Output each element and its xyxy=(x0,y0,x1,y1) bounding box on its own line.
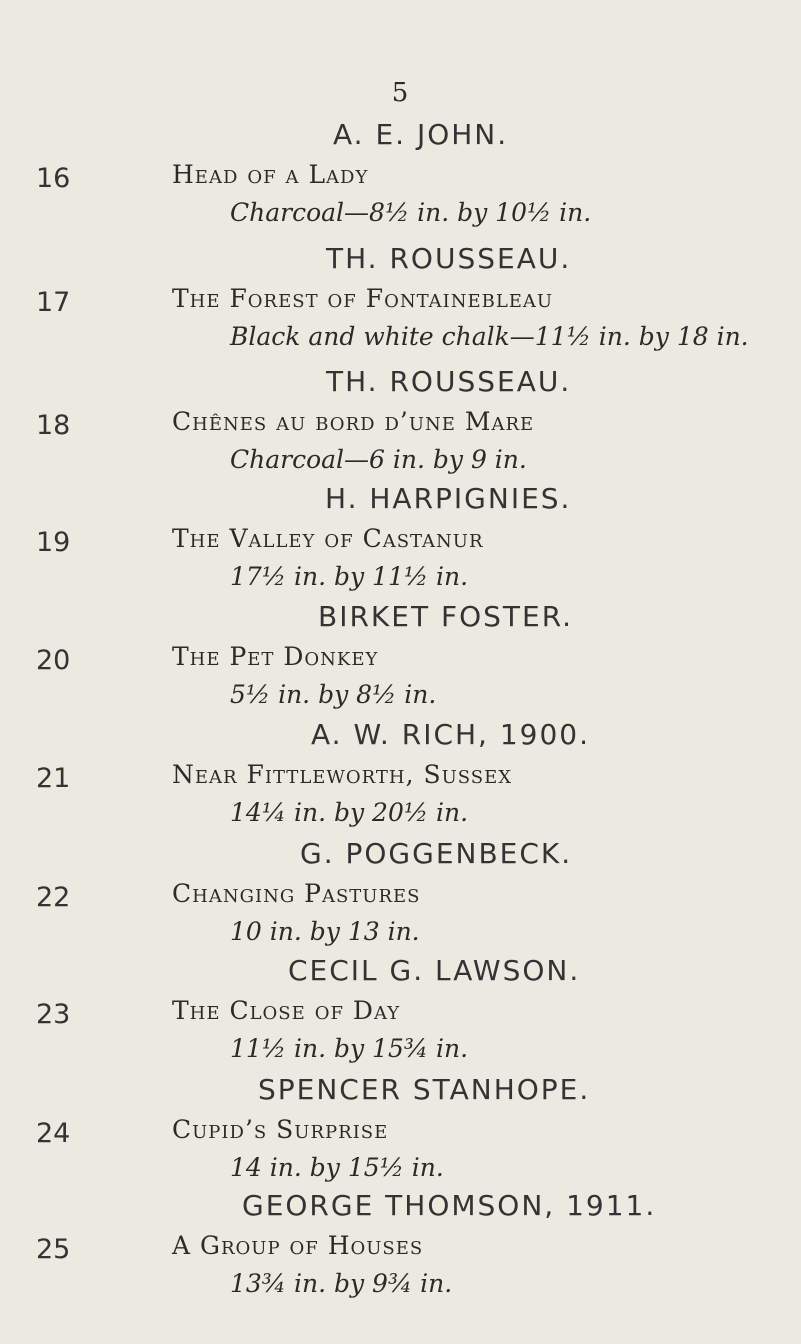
artwork-title: The Close of Day xyxy=(172,996,401,1025)
artwork-details: 11½ in. by 15¾ in. xyxy=(230,1034,469,1063)
lot-number: 22 xyxy=(36,882,71,913)
artist-name: SPENCER STANHOPE. xyxy=(258,1073,591,1106)
artist-name: CECIL G. LAWSON. xyxy=(288,954,581,987)
artwork-details: 10 in. by 13 in. xyxy=(230,917,420,946)
artwork-details: Charcoal—8½ in. by 10½ in. xyxy=(230,198,592,227)
artwork-details: Charcoal—6 in. by 9 in. xyxy=(230,445,527,474)
artwork-title: Cupid’s Surprise xyxy=(172,1115,389,1144)
artwork-title: Chênes au bord d’une Mare xyxy=(172,407,535,436)
artist-name: G. POGGENBECK. xyxy=(300,837,573,870)
artwork-title: Changing Pastures xyxy=(172,879,421,908)
lot-number: 21 xyxy=(36,763,71,794)
artwork-title: The Pet Donkey xyxy=(172,642,379,671)
artwork-title: The Forest of Fontainebleau xyxy=(172,284,554,313)
artist-name: TH. ROUSSEAU. xyxy=(326,242,572,275)
artwork-title: Near Fittleworth, Sussex xyxy=(172,760,513,789)
lot-number: 24 xyxy=(36,1118,71,1149)
page-number: 5 xyxy=(391,78,410,108)
artwork-details: Black and white chalk—11½ in. by 18 in. xyxy=(230,322,749,351)
artwork-title: A Group of Houses xyxy=(172,1231,424,1260)
artist-name: BIRKET FOSTER. xyxy=(318,600,574,633)
lot-number: 23 xyxy=(36,999,71,1030)
artist-name: TH. ROUSSEAU. xyxy=(326,365,572,398)
artwork-details: 14¼ in. by 20½ in. xyxy=(230,798,469,827)
lot-number: 20 xyxy=(36,645,71,676)
artist-name: A. W. RICH, 1900. xyxy=(311,718,591,751)
artwork-details: 17½ in. by 11½ in. xyxy=(230,562,469,591)
artist-name: H. HARPIGNIES. xyxy=(325,482,572,515)
lot-number: 17 xyxy=(36,287,71,318)
lot-number: 25 xyxy=(36,1234,71,1265)
artwork-title: Head of a Lady xyxy=(172,160,369,189)
artwork-details: 14 in. by 15½ in. xyxy=(230,1153,444,1182)
artist-name: GEORGE THOMSON, 1911. xyxy=(242,1189,657,1222)
lot-number: 16 xyxy=(36,163,71,194)
artwork-details: 5½ in. by 8½ in. xyxy=(230,680,437,709)
artwork-details: 13¾ in. by 9¾ in. xyxy=(230,1269,453,1298)
artist-name: A. E. JOHN. xyxy=(333,118,509,151)
artwork-title: The Valley of Castanur xyxy=(172,524,484,553)
lot-number: 19 xyxy=(36,527,71,558)
lot-number: 18 xyxy=(36,410,71,441)
